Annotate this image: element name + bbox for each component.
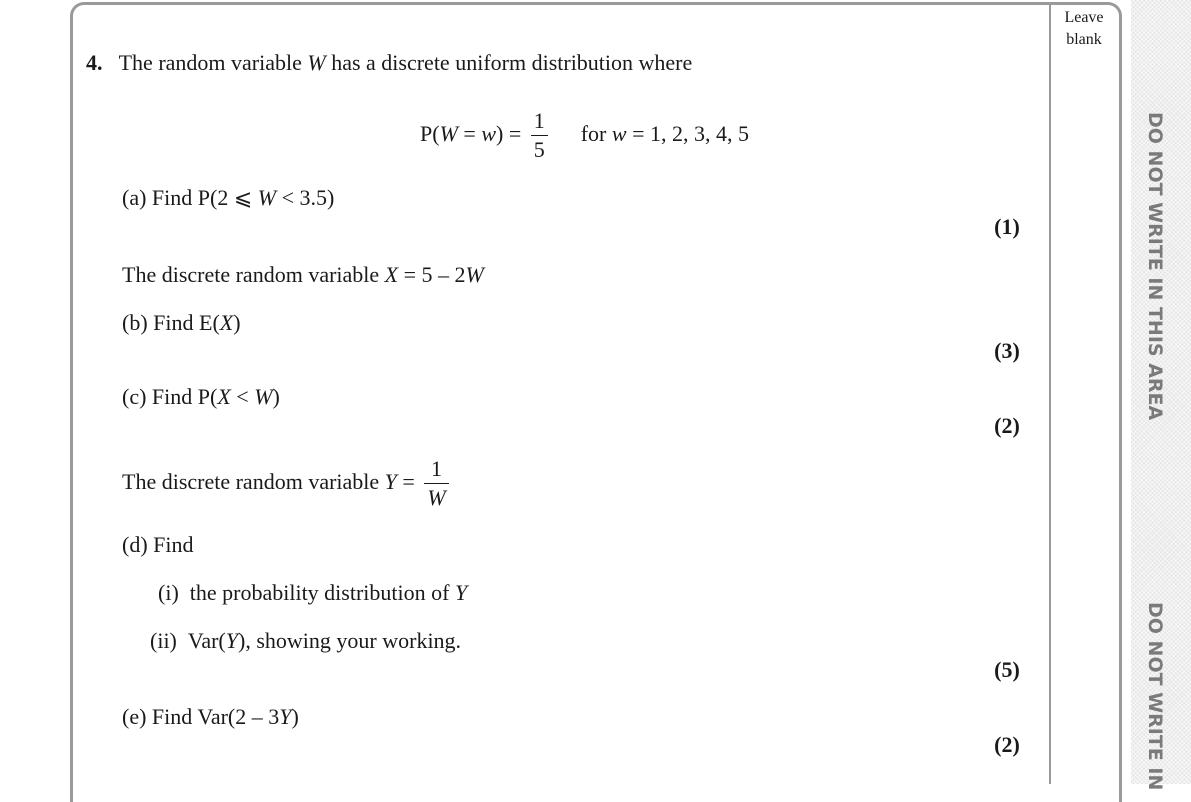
part-a: (a) Find P(2 ⩽ W < 3.5) xyxy=(122,185,335,210)
part-e-marks: (2) xyxy=(994,732,1020,757)
distribution-formula: P(W = w) = $\frac{1}{5}$ for w = 1, 2, 3, 4, 5 xyxy=(420,108,749,163)
question-intro: 4. The random variable W has a discrete uniform distribution where xyxy=(86,50,693,75)
part-d-marks: (5) xyxy=(994,657,1020,682)
part-d-ii: (ii) Var(Y), showing your working. xyxy=(150,628,462,653)
leave-blank-label: Leave blank xyxy=(1064,9,1104,48)
fraction-one-fifth: $\frac{1}{5}$ xyxy=(531,110,548,161)
do-not-write-notice: DO NOT WRITE IN THIS AREA xyxy=(1144,112,1166,421)
part-a-marks: (1) xyxy=(994,214,1020,239)
part-b: (b) Find E(X) xyxy=(122,310,241,335)
do-not-write-notice-2: DO NOT WRITE IN xyxy=(1144,602,1166,791)
part-c-marks: (2) xyxy=(994,413,1020,438)
part-e: (e) Find Var(2 – 3Y) xyxy=(122,704,299,729)
y-definition: The discrete random variable Y = $\frac{1}{W}$ xyxy=(122,454,453,510)
fraction-one-over-w: $\frac{1}{W}$ xyxy=(424,458,448,509)
part-d-i: (i) the probability distribution of Y xyxy=(158,580,468,605)
part-c: (c) Find P(X < W) xyxy=(122,384,280,409)
part-b-marks: (3) xyxy=(994,338,1020,363)
x-definition: The discrete random variable X = 5 – 2W xyxy=(122,262,484,287)
part-d: (d) Find xyxy=(122,532,194,557)
leave-blank-divider xyxy=(1049,4,1051,784)
question-number: 4. xyxy=(86,50,103,75)
